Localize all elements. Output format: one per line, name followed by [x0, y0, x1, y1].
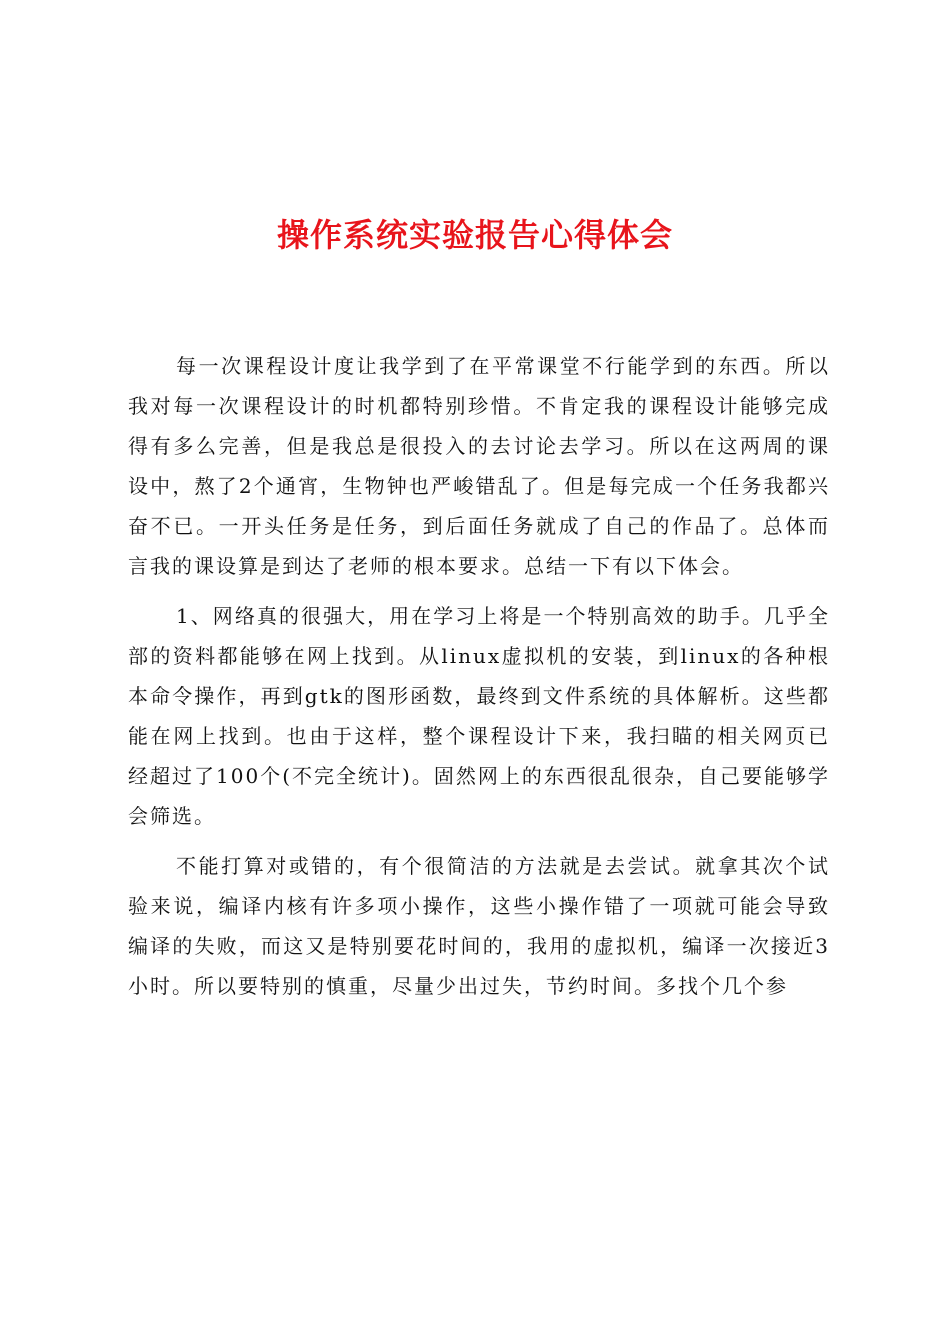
- paragraph-intro: 每一次课程设计度让我学到了在平常课堂不行能学到的东西。所以我对每一次课程设计的时机都特别珍惜。不肯定我的课程设计能够完成得有多么完善，但是我总是很投入的去讨论去学习。所以在这两周的课设中，熬了2个通宵，生物钟也严峻错乱了。但是每完成一个任务我都兴奋不已。一开头任务是任务，到后面任务就成了自己的作品了。总体而言我的课设算是到达了老师的根本要求。总结一下有以下体会。: [128, 354, 830, 578]
- paragraph-point-1: 1、网络真的很强大，用在学习上将是一个特别高效的助手。几乎全部的资料都能够在网上找到。从linux虚拟机的安装，到linux的各种根本命令操作，再到gtk的图形函数，最终到文件系统的具体解析。这些都能在网上找到。也由于这样，整个课程设计下来，我扫瞄的相关网页已经超过了100个(不完全统计)。固然网上的东西很乱很杂，自己要能够学会筛选。: [128, 604, 830, 828]
- document-body: [128, 346, 830, 1016]
- document-title: 操作系统实验报告心得体会: [276, 216, 673, 254]
- paragraph-trial-method: 不能打算对或错的，有个很简洁的方法就是去尝试。就拿其次个试验来说，编译内核有许多项小操作，这些小操作错了一项就可能会导致编译的失败，而这又是特别要花时间的，我用的虚拟机，编译一次接近3小时。所以要特别的慎重，尽量少出过失，节约时间。多找个几个参: [128, 854, 830, 998]
